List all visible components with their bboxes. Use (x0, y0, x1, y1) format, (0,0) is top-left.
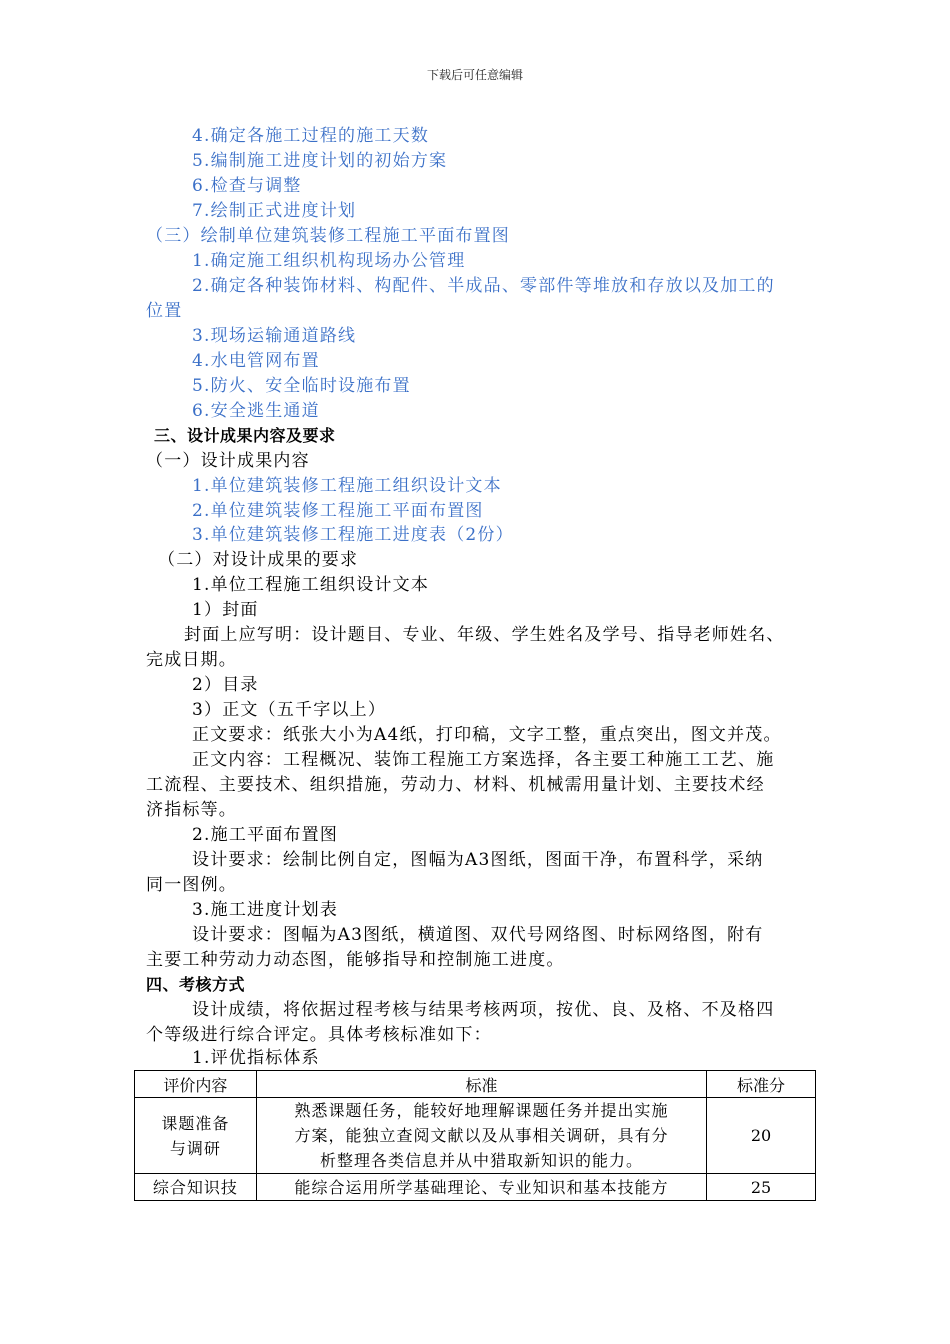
req-3-heading: 3.施工进度计划表 (192, 900, 339, 920)
row-item-line: 与调研 (169, 1138, 221, 1158)
page-header: 下载后可任意编辑 (426, 68, 523, 82)
result-item-3: 3.单位建筑装修工程施工进度表（2份） (192, 525, 514, 545)
req-3-text: 设计要求：图幅为A3图纸，横道图、双代号网络图、时标网络图，附有 (192, 925, 764, 945)
evaluation-table (134, 1070, 816, 1201)
step-7: 7.绘制正式进度计划 (192, 201, 357, 221)
row-item-line: 课题准备 (161, 1113, 230, 1133)
table-row (135, 1174, 816, 1201)
subsection-3-heading: （三）绘制单位建筑装修工程施工平面布置图 (146, 226, 510, 246)
step-5: 5.编制施工进度计划的初始方案 (192, 151, 448, 171)
req-3-text-cont: 主要工种劳动力动态图，能够指导和控制施工进度。 (146, 950, 565, 970)
toc-heading: 2）目录 (192, 675, 259, 695)
step-4: 4.确定各施工过程的施工天数 (192, 126, 430, 146)
section-3-heading: 三、设计成果内容及要求 (154, 426, 336, 445)
subsection-2-heading: （二）对设计成果的要求 (158, 550, 359, 570)
row-standard-line: 熟悉课题任务，能较好地理解课题任务并提出实施 (294, 1101, 669, 1120)
req-2-text: 设计要求：绘制比例自定，图幅为A3图纸，图面干净，布置科学，采纳 (192, 850, 764, 870)
req-2-text-cont: 同一图例。 (146, 875, 237, 895)
assessment-text-cont: 个等级进行综合评定。具体考核标准如下： (146, 1025, 492, 1045)
cover-text: 封面上应写明：设计题目、专业、年级、学生姓名及学号、指导老师姓名、 (184, 625, 785, 645)
header-standard: 标准 (256, 1071, 706, 1098)
row-item (135, 1098, 257, 1174)
body-heading: 3）正文（五千字以上） (192, 700, 387, 720)
body-content-cont2: 济指标等。 (146, 800, 237, 820)
plan-item-2-cont: 位置 (146, 301, 183, 321)
table-header-row (135, 1071, 816, 1098)
plan-item-1: 1.确定施工组织机构现场办公管理 (192, 251, 466, 271)
cover-heading: 1）封面 (192, 600, 259, 620)
header-standard-score: 标准分 (707, 1071, 816, 1098)
plan-item-3: 3.现场运输通道路线 (192, 326, 357, 346)
row-score: 20 (707, 1098, 816, 1174)
row-item: 综合知识技 (135, 1174, 257, 1201)
row-standard-line: 析整理各类信息并从中猎取新知识的能力。 (319, 1151, 643, 1170)
body-requirement: 正文要求：纸张大小为A4纸，打印稿，文字工整，重点突出，图文并茂。 (192, 725, 782, 745)
result-item-1: 1.单位建筑装修工程施工组织设计文本 (192, 476, 502, 496)
req-1-heading: 1.单位工程施工组织设计文本 (192, 575, 430, 595)
header-evaluation-content: 评价内容 (135, 1071, 257, 1098)
plan-item-4: 4.水电管网布置 (192, 351, 320, 371)
cover-text-cont: 完成日期。 (146, 650, 237, 670)
plan-item-2: 2.确定各种装饰材料、构配件、半成品、零部件等堆放和存放以及加工的 (192, 276, 775, 296)
subsection-1-heading: （一）设计成果内容 (146, 451, 310, 471)
row-standard (256, 1098, 706, 1174)
plan-item-5: 5.防火、安全临时设施布置 (192, 376, 411, 396)
body-content: 正文内容：工程概况、装饰工程施工方案选择，各主要工种施工工艺、施 (192, 750, 775, 770)
req-2-heading: 2.施工平面布置图 (192, 825, 339, 845)
result-item-2: 2.单位建筑装修工程施工平面布置图 (192, 501, 484, 521)
plan-item-6: 6.安全逃生通道 (192, 401, 320, 421)
row-standard-line: 方案，能独立查阅文献以及从事相关调研，具有分 (294, 1126, 669, 1145)
evaluation-system-heading: 1.评优指标体系 (192, 1048, 320, 1068)
table-row (135, 1098, 816, 1174)
step-6: 6.检查与调整 (192, 176, 302, 196)
row-standard: 能综合运用所学基础理论、专业知识和基本技能方 (256, 1174, 706, 1201)
body-content-cont1: 工流程、主要技术、组织措施，劳动力、材料、机械需用量计划、主要技术经 (146, 775, 765, 795)
assessment-text: 设计成绩，将依据过程考核与结果考核两项，按优、良、及格、不及格四 (192, 1000, 775, 1020)
row-score: 25 (707, 1174, 816, 1201)
section-4-heading: 四、考核方式 (146, 975, 246, 994)
